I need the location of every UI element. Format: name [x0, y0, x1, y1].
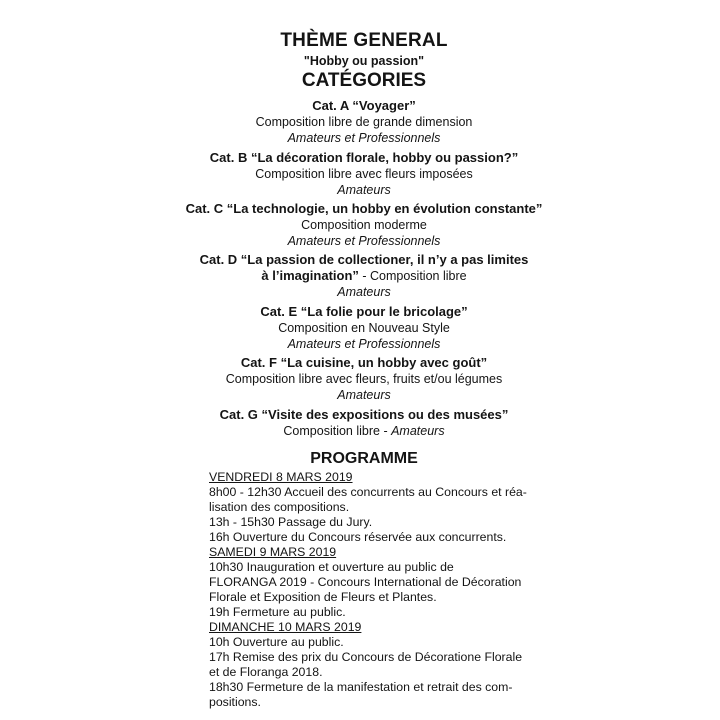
- category-audience: Amateurs et Professionnels: [287, 131, 441, 145]
- category-g: [0, 407, 720, 439]
- category-name: Cat. A “Voyager”: [312, 98, 416, 113]
- category-name: Cat. E “La folie pour le bricolage”: [260, 304, 468, 319]
- theme-subtitle: "Hobby ou passion": [303, 54, 425, 68]
- category-description: Composition libre -: [283, 424, 392, 438]
- category-name-line1: Cat. D “La passion de collectioner, il n’y a pas limites: [199, 252, 529, 267]
- category-description: Composition libre avec fleurs imposées: [255, 167, 473, 181]
- categories-title: CATÉGORIES: [301, 70, 427, 91]
- category-description: Composition libre avec fleurs, fruits et/ou légumes: [225, 372, 503, 386]
- day-date: VENDREDI 8 MARS 2019: [209, 470, 353, 484]
- schedule-line: et de Floranga 2018.: [209, 665, 323, 679]
- category-audience: Amateurs: [337, 183, 391, 197]
- category-description: Composition moderme: [301, 218, 427, 232]
- programme-day-sunday: [209, 620, 539, 710]
- schedule-line: Florale et Exposition de Fleurs et Plantes.: [209, 590, 437, 604]
- category-name: Cat. C “La technologie, un hobby en évolution constante”: [185, 201, 543, 216]
- programme-day-friday: [209, 470, 539, 545]
- category-f: [0, 355, 720, 403]
- category-name: Cat. B “La décoration florale, hobby ou passion?”: [209, 150, 519, 165]
- category-a: [0, 98, 720, 146]
- schedule-line: 17h Remise des prix du Concours de Décoratione Florale: [209, 650, 523, 664]
- category-d: [0, 252, 720, 300]
- category-description: - Composition libre: [358, 269, 467, 283]
- schedule-line: 18h30 Fermeture de la manifestation et retrait des com-: [209, 680, 513, 694]
- schedule-line: positions.: [209, 695, 261, 709]
- category-b: [0, 150, 720, 198]
- category-audience: Amateurs et Professionnels: [287, 234, 441, 248]
- category-description: Composition en Nouveau Style: [278, 321, 450, 335]
- schedule-line: 8h00 - 12h30 Accueil des concurrents au Concours et réa-: [209, 485, 527, 499]
- category-audience: Amateurs: [337, 285, 391, 299]
- category-name-line2: à l’imagination”: [261, 268, 359, 283]
- programme-title: PROGRAMME: [310, 450, 418, 467]
- category-audience: Amateurs: [391, 424, 445, 438]
- category-e: [0, 304, 720, 352]
- category-audience: Amateurs et Professionnels: [287, 337, 441, 351]
- programme-day-saturday: [209, 545, 539, 620]
- schedule-line: 19h Fermeture au public.: [209, 605, 346, 619]
- category-description: Composition libre de grande dimension: [255, 115, 473, 129]
- theme-title: THÈME GENERAL: [280, 30, 448, 51]
- schedule-line: FLORANGA 2019 - Concours International de Décoration: [209, 575, 522, 589]
- day-date: SAMEDI 9 MARS 2019: [209, 545, 337, 559]
- day-date: DIMANCHE 10 MARS 2019: [209, 620, 362, 634]
- category-c: [0, 201, 720, 249]
- category-name: Cat. G “Visite des expositions ou des musées”: [219, 407, 509, 422]
- schedule-line: 10h30 Inauguration et ouverture au public de: [209, 560, 454, 574]
- category-audience: Amateurs: [337, 388, 391, 402]
- schedule-line: lisation des compositions.: [209, 500, 350, 514]
- schedule-line: 10h Ouverture au public.: [209, 635, 344, 649]
- category-name: Cat. F “La cuisine, un hobby avec goût”: [240, 355, 488, 370]
- schedule-line: 13h - 15h30 Passage du Jury.: [209, 515, 373, 529]
- schedule-line: 16h Ouverture du Concours réservée aux concurrents.: [209, 530, 507, 544]
